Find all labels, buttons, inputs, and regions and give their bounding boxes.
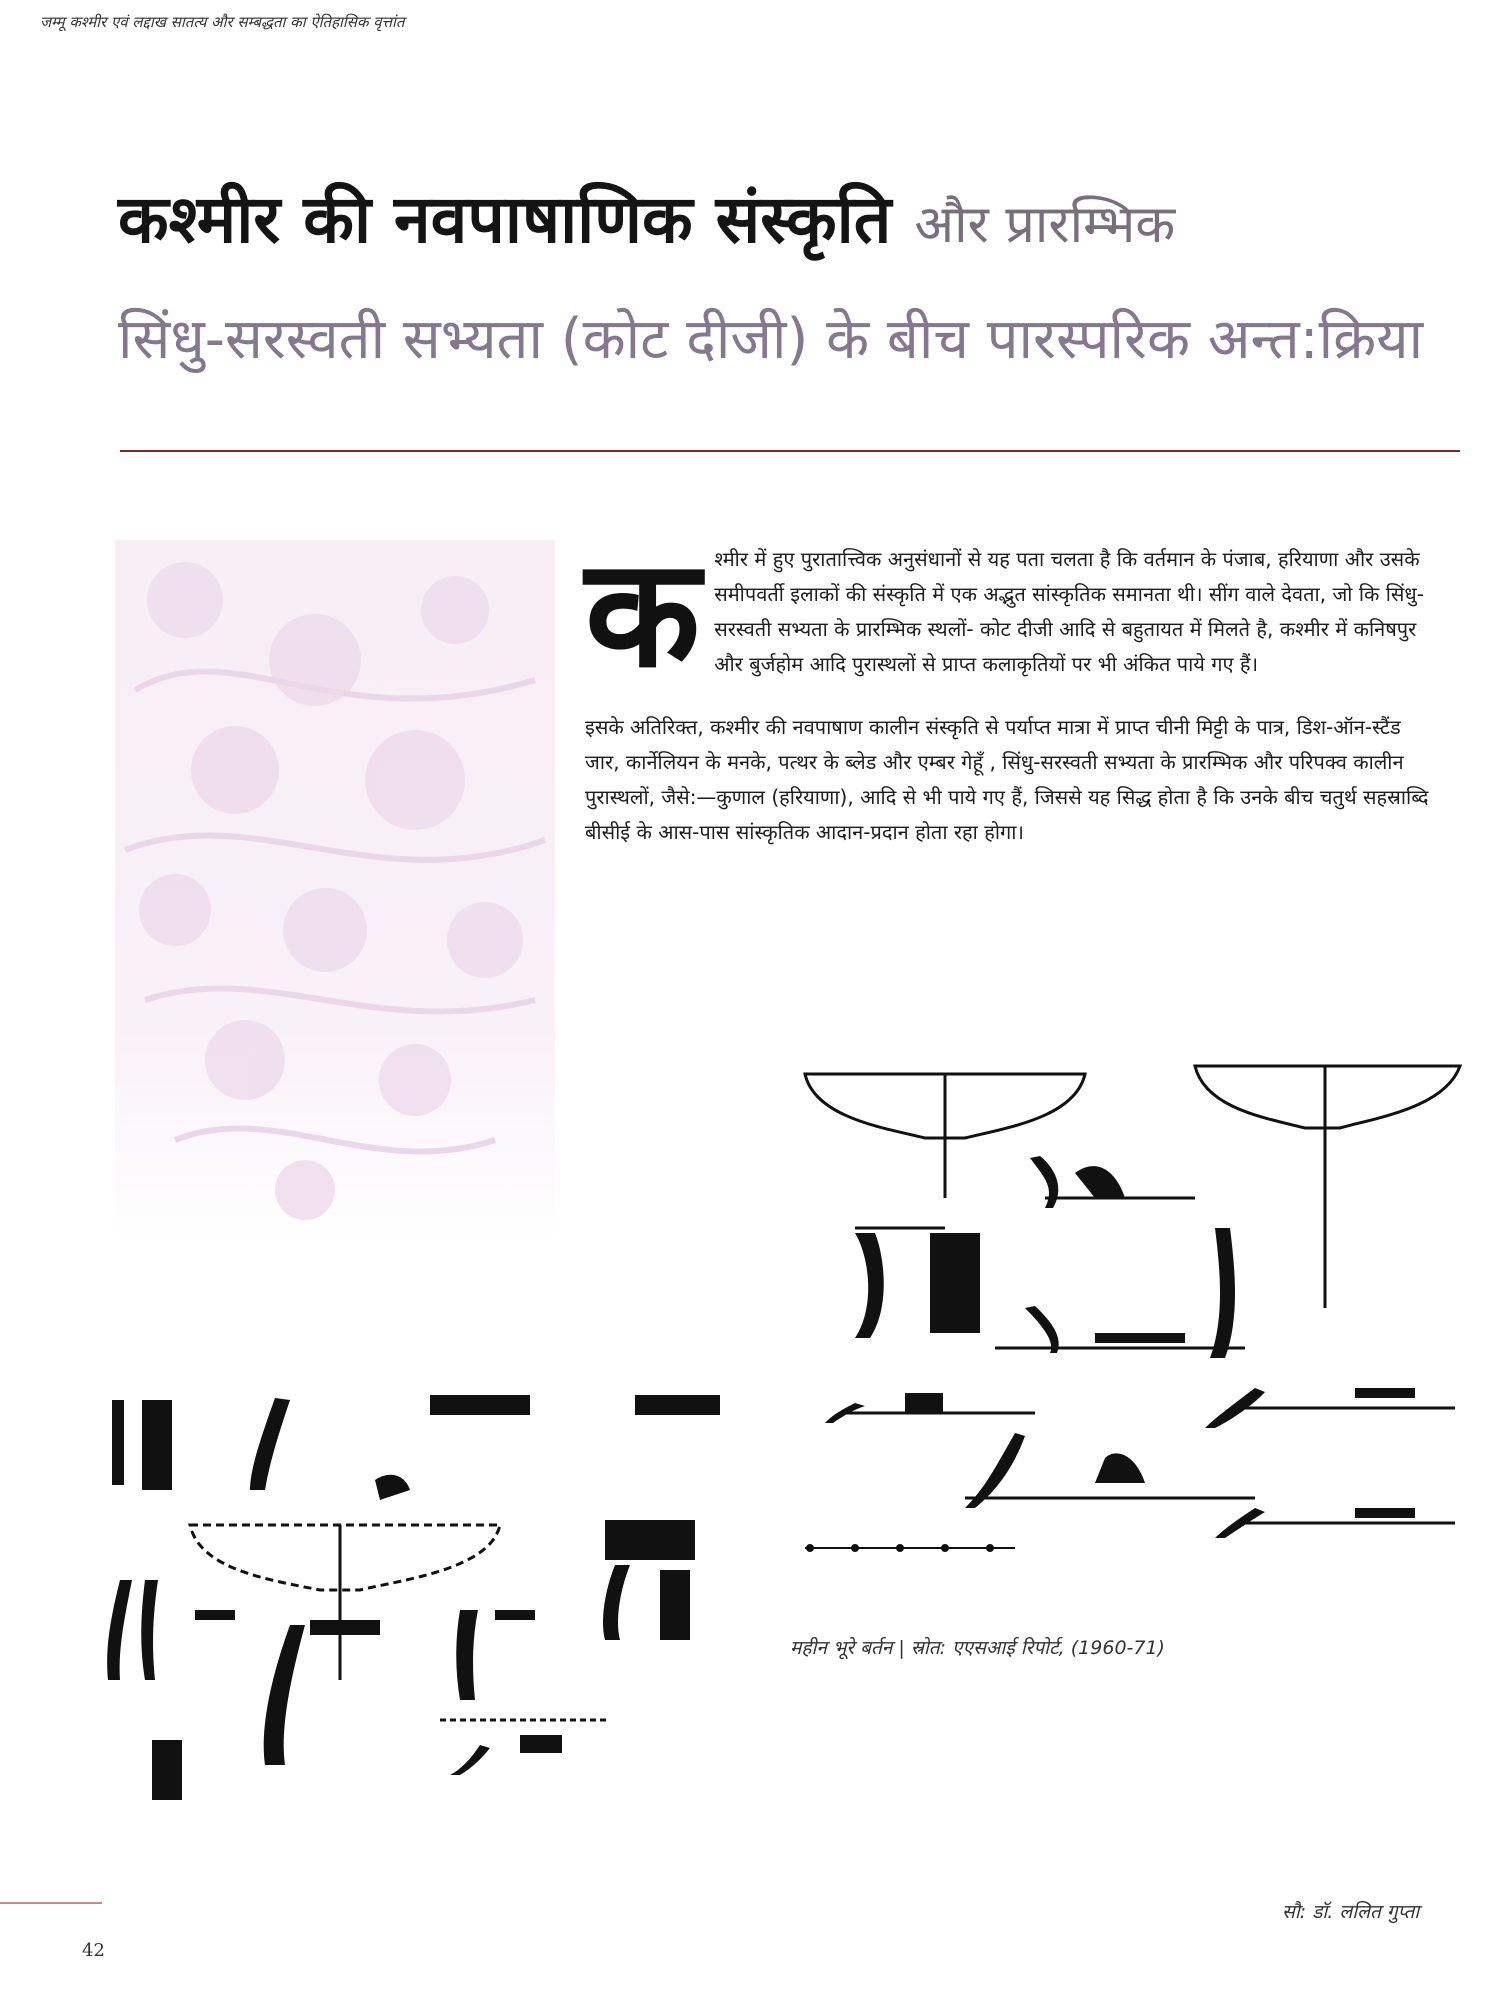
- drop-cap: क: [585, 527, 701, 701]
- footer-rule: [0, 1902, 102, 1904]
- title-main: कश्मीर की नवपाषाणिक संस्कृति: [118, 181, 892, 258]
- paragraph-1: [585, 527, 1435, 701]
- title-rest: और प्रारम्भिक: [914, 195, 1176, 255]
- title-divider: [120, 450, 1460, 452]
- article-title-line-1: [118, 180, 1458, 265]
- paragraph-1-text: श्मीर में हुए पुरातात्त्विक अनुसंधानों से यह पता चलता है कि वर्तमान के पंजाब, हरियाणा और उसके समीपवर्ती इलाकों की संस्कृति में एक अद्भुत सांस्कृतिक समानता थी। सींग वाले देवता, जो कि सिंधु-सरस्वती सभ्यता के प्रारम्भिक स्थलों- कोट दीजी आदि से बहुतायत में मिलते है, कश्मीर में कनिषपुर और बुर्जहोम आदि पुरास्थलों से प्राप्त कलाकृतियों पर भी अंकित पाये गए हैं।: [714, 547, 1424, 676]
- pottery-drawing-left: [100, 1380, 760, 1830]
- image-courtesy: सौ: डॉ. ललित गुप्ता: [1282, 1901, 1420, 1923]
- running-head: जम्मू कश्मीर एवं लद्दाख सातत्य और सम्बद्धता का ऐतिहासिक वृत्तांत: [40, 13, 405, 31]
- article-body: [585, 527, 1435, 878]
- page-number: 42: [82, 1940, 105, 1961]
- floral-decoration: [115, 540, 555, 1240]
- pottery-drawing-right: [795, 1058, 1465, 1578]
- article-title-line-2: सिंधु-सरस्वती सभ्यता (कोट दीजी) के बीच पारस्परिक अन्त:क्रिया: [118, 307, 1424, 372]
- figure-caption: महीन भूरे बर्तन | स्रोत: एएसआई रिपोर्ट, (1960-71): [790, 1637, 1165, 1659]
- paragraph-2: इसके अतिरिक्त, कश्मीर की नवपाषाण कालीन संस्कृति से पर्याप्त मात्रा में प्राप्त चीनी मिट्टी के पात्र, डिश-ऑन-स्टैंड जार, कार्नेलियन के मनके, पत्थर के ब्लेड और एम्बर गेहूँ , सिंधु-सरस्वती सभ्यता के प्रारम्भिक और परिपक्व कालीन पुरास्थलों, जैसे:—कुणाल (हरियाणा), आदि से भी पाये गए हैं, जिससे यह सिद्ध होता है कि उनके बीच चतुर्थ सहस्राब्दि बीसीई के आस-पास सांस्कृतिक आदान-प्रदान होता रहा होगा।: [585, 715, 1429, 844]
